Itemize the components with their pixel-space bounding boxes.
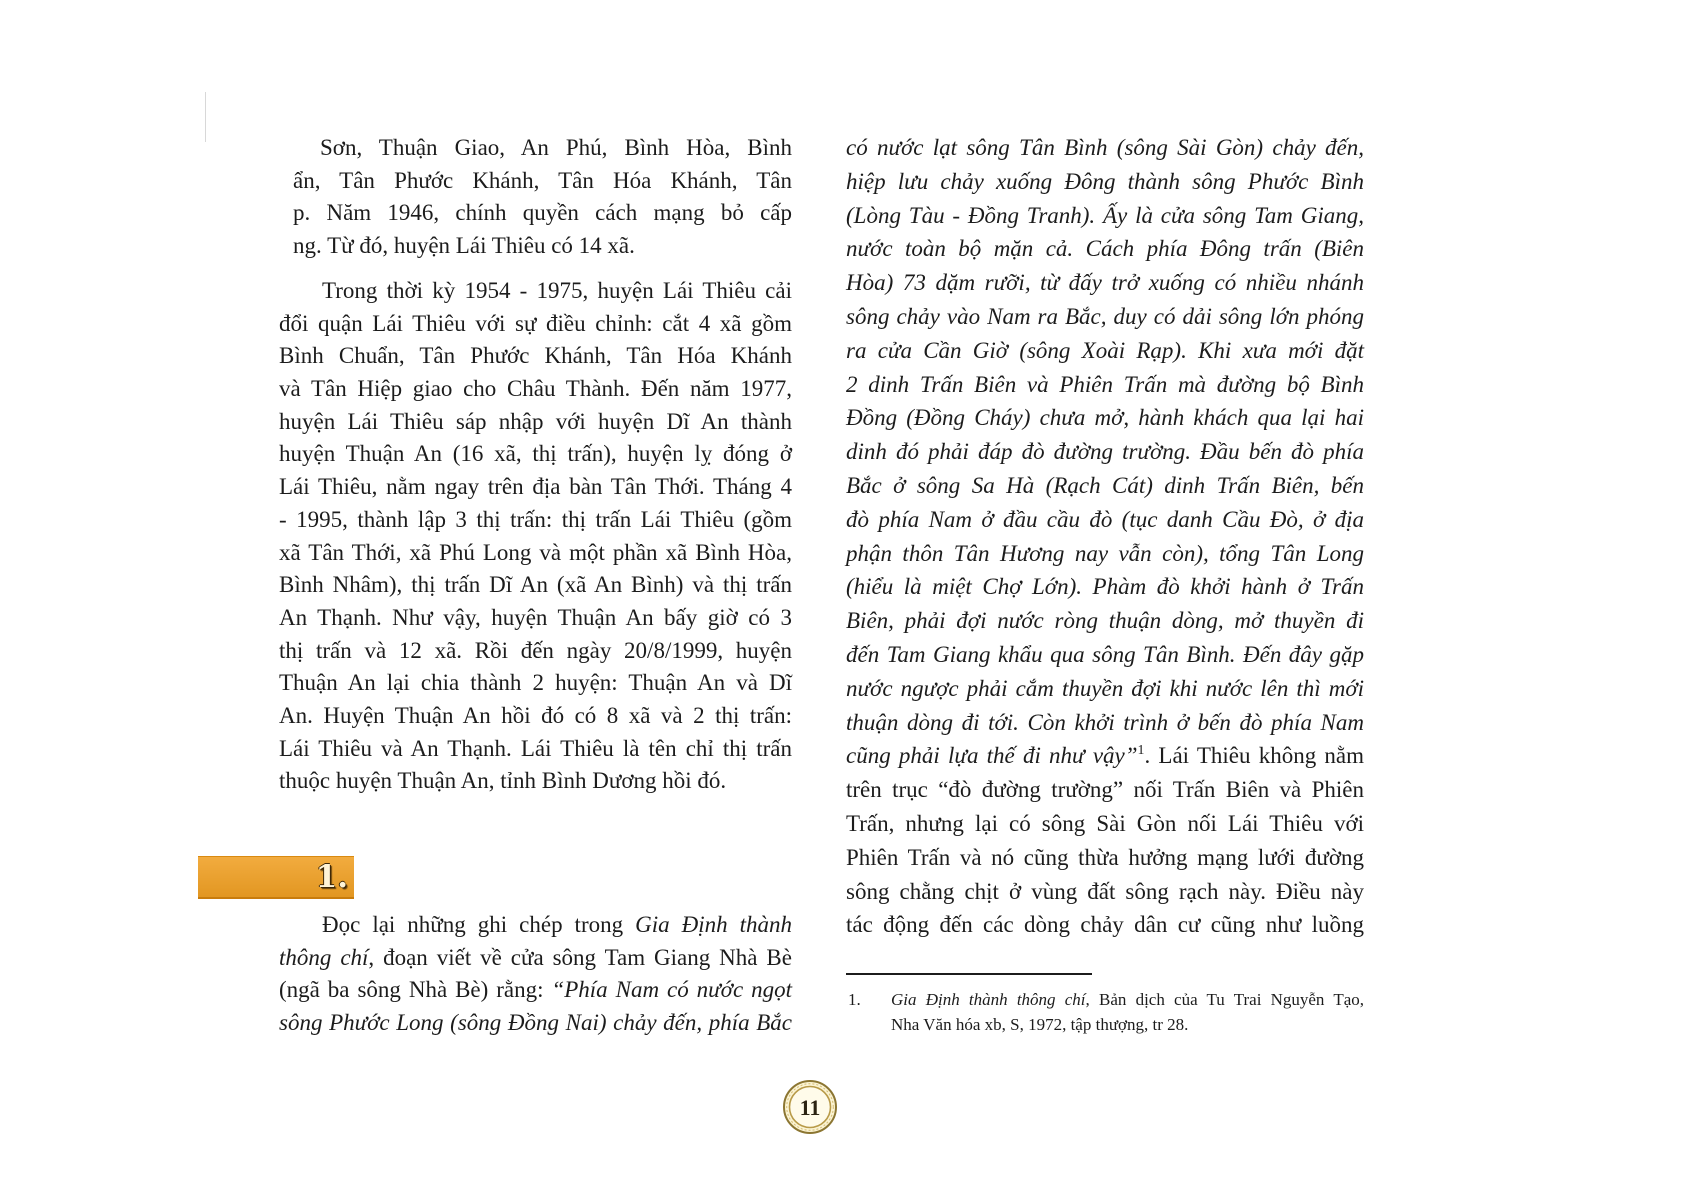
- text-run: ng. Từ đó, huyện Lái Thiêu có 14 xã.: [293, 233, 635, 259]
- text-line: [279, 504, 792, 537]
- text-run: Lái Thiêu và An Thạnh. Lái Thiêu là tên chỉ thị trấn: [279, 735, 792, 761]
- text-line: [279, 765, 792, 798]
- text-line: [279, 700, 792, 733]
- text-line: [279, 340, 792, 373]
- italic-text: nước ngược phải cắm thuyền đợi khi nước lên thì mới: [846, 675, 1364, 701]
- text-line: [846, 469, 1364, 503]
- text-line: [279, 1007, 792, 1040]
- text-run: Sơn, Thuận Giao, An Phú, Bình Hòa, Bình: [320, 135, 792, 160]
- text-line: [279, 308, 792, 341]
- italic-text: phận thôn Tân Hương nay vẫn còn), tổng Tân Long: [846, 540, 1364, 566]
- text-run: Bình Nhâm), thị trấn Dĩ An (xã An Bình) và thị trấn: [279, 572, 792, 598]
- text-line: [846, 773, 1364, 807]
- page-number: 11: [799, 1095, 821, 1120]
- text-line: [846, 908, 1364, 942]
- italic-text: “Phía Nam có nước ngọt: [551, 977, 792, 1003]
- text-line: [279, 165, 792, 198]
- text-line: [279, 230, 792, 263]
- italic-text: đến Tam Giang khẩu qua sông Tân Bình. Đến đây gặp: [846, 641, 1364, 667]
- left-paragraph-history: [279, 275, 792, 798]
- text-run: Phiên Trấn và nó cũng thừa hưởng mạng lưới đường: [846, 844, 1364, 870]
- italic-text: (Lòng Tàu - Đồng Tranh). Ấy là cửa sông Tam Giang,: [846, 202, 1364, 228]
- italic-text: Đồng (Đồng Cháy) chưa mở, hành khách qua lại hai: [846, 405, 1364, 431]
- italic-text: Gia Định thành thông chí: [891, 990, 1086, 1009]
- text-run: An Thạnh. Như vậy, huyện Thuận An bấy giờ có 3: [279, 604, 792, 630]
- text-run: và Tân Hiệp giao cho Châu Thành. Đến năm 1977,: [279, 376, 792, 402]
- text-run: (ngã ba sông Nhà Bè) rằng:: [279, 977, 552, 1003]
- italic-text: sông chảy vào Nam ra Bắc, duy có dải sông lớn phóng: [846, 303, 1364, 329]
- text-run: An. Huyện Thuận An hồi đó có 8 xã và 2 thị trấn:: [279, 702, 792, 728]
- text-run: xã Tân Thới, xã Phú Long và một phần xã Bình Hòa,: [279, 539, 792, 565]
- text-line: [846, 435, 1364, 469]
- italic-text: cũng phải lựa thế đi như vậy”: [846, 743, 1138, 769]
- italic-text: có nước lạt sông Tân Bình (sông Sài Gòn) chảy đến,: [846, 135, 1364, 160]
- text-line: [279, 974, 792, 1007]
- text-line: [846, 165, 1364, 199]
- text-run: Trong thời kỳ 1954 - 1975, huyện Lái Thiêu cải: [322, 278, 792, 303]
- italic-text: Hòa) 73 dặm rưỡi, từ đấy trở xuống có nhiều nhánh: [846, 270, 1364, 296]
- text-line: [846, 401, 1364, 435]
- italic-text: ra cửa Cần Giờ (sông Xoài Rạp). Khi xưa mới đặt: [846, 337, 1364, 363]
- text-run: huyện Lái Thiêu sáp nhập với huyện Dĩ An thành: [279, 408, 792, 434]
- text-run: Thuận An lại chia thành 2 huyện: Thuận An và Dĩ: [279, 670, 792, 696]
- footnote-divider: [846, 973, 1092, 975]
- text-run: Nha Văn hóa xb, S, 1972, tập thượng, tr 28.: [891, 1015, 1189, 1034]
- text-line: [846, 300, 1364, 334]
- text-run: , Bản dịch của Tu Trai Nguyễn Tạo,: [1085, 990, 1365, 1009]
- text-run: Lái Thiêu, nằm ngay trên địa bàn Tân Thới. Tháng 4: [279, 474, 792, 500]
- text-run: p. Năm 1946, chính quyền cách mạng bỏ cấp: [293, 200, 792, 226]
- italic-text: thông chí: [279, 944, 369, 970]
- text-run: , đoạn viết về cửa sông Tam Giang Nhà Bè: [368, 944, 792, 970]
- text-line: [846, 570, 1364, 604]
- text-run: Bình Chuẩn, Tân Phước Khánh, Tân Hóa Khánh: [279, 343, 792, 369]
- text-line: [279, 635, 792, 668]
- text-line: [846, 638, 1364, 672]
- text-line: [891, 987, 1364, 1012]
- footnote: [846, 987, 1364, 1037]
- text-line: [846, 334, 1364, 368]
- text-line: [279, 275, 792, 308]
- text-line: [846, 131, 1364, 165]
- text-line: [846, 503, 1364, 537]
- text-line: [846, 739, 1364, 773]
- italic-text: dinh đó phải đáp đò đường trường. Đầu bến đò phía: [846, 439, 1364, 465]
- text-line: [846, 266, 1364, 300]
- italic-text: thuận dòng đi tới. Còn khởi trình ở bến đò phía Nam: [846, 709, 1364, 735]
- text-line: [279, 942, 792, 975]
- section-number: 1.: [315, 859, 348, 895]
- text-line: [846, 706, 1364, 740]
- text-line: [279, 438, 792, 471]
- text-line: [846, 537, 1364, 571]
- italic-text: (hiểu là miệt Chợ Lớn). Phàm đò khởi hành ở Trấn: [846, 574, 1364, 600]
- text-run: Đọc lại những ghi chép trong: [322, 912, 636, 937]
- right-paragraph-quote: [846, 131, 1364, 942]
- italic-text: đò phía Nam ở đầu cầu đò (tục danh Cầu Đò, ở địa: [846, 506, 1364, 532]
- text-line: [279, 667, 792, 700]
- text-line: [279, 471, 792, 504]
- text-line: [279, 733, 792, 766]
- footnote-reference: 1: [1137, 742, 1145, 758]
- left-paragraph-continued: [279, 132, 792, 263]
- text-run: - 1995, thành lập 3 thị trấn: thị trấn Lái Thiêu (gồm: [279, 506, 792, 532]
- text-run: thuộc huyện Thuận An, tỉnh Bình Dương hồi đó.: [279, 768, 727, 794]
- section-number-marker: [198, 856, 354, 899]
- text-line: [846, 604, 1364, 638]
- footnote-number: 1.: [848, 990, 861, 1009]
- text-run: . Lái Thiêu không nằm: [1144, 743, 1364, 769]
- page-number-medallion: [782, 1079, 838, 1135]
- text-run: tác động đến các dòng chảy dân cư cũng như luồng: [846, 912, 1364, 938]
- italic-text: Bắc ở sông Sa Hà (Rạch Cát) dinh Trấn Biên, bến: [846, 472, 1364, 498]
- text-line: [279, 132, 792, 165]
- text-run: Trấn, nhưng lại có sông Sài Gòn nối Lái Thiêu với: [846, 810, 1364, 836]
- text-line: [846, 672, 1364, 706]
- text-line: [846, 841, 1364, 875]
- text-run: trên trục “đò đường trường” nối Trấn Biên và Phiên: [846, 777, 1364, 803]
- text-line: [891, 1012, 1364, 1037]
- italic-text: sông Phước Long (sông Đồng Nai) chảy đến, phía Bắc: [279, 1010, 792, 1036]
- text-run: ẩn, Tân Phước Khánh, Tân Hóa Khánh, Tân: [293, 167, 792, 193]
- text-run: sông chằng chịt ở vùng đất sông rạch này. Điều này: [846, 878, 1364, 904]
- text-line: [846, 875, 1364, 909]
- text-run: đổi quận Lái Thiêu với sự điều chỉnh: cắt 4 xã gồm: [279, 310, 792, 336]
- text-line: [846, 807, 1364, 841]
- scan-edge-mark: [205, 92, 206, 142]
- italic-text: nước toàn bộ mặn cả. Cách phía Đông trấn (Biên: [846, 236, 1364, 262]
- text-line: [279, 406, 792, 439]
- text-line: [846, 232, 1364, 266]
- italic-text: Biên, phải đợi nước ròng thuận dòng, mở thuyền đi: [846, 608, 1364, 634]
- text-line: [846, 368, 1364, 402]
- italic-text: 2 dinh Trấn Biên và Phiên Trấn mà đường bộ Bình: [846, 371, 1364, 397]
- text-line: [846, 199, 1364, 233]
- left-paragraph-quote-start: [279, 909, 792, 1040]
- text-line: [279, 373, 792, 406]
- text-run: thị trấn và 12 xã. Rồi đến ngày 20/8/1999, huyện: [279, 637, 792, 663]
- italic-text: hiệp lưu chảy xuống Đông thành sông Phước Bình: [846, 168, 1364, 194]
- text-line: [279, 602, 792, 635]
- text-line: [279, 569, 792, 602]
- text-line: [279, 537, 792, 570]
- text-run: huyện Thuận An (16 xã, thị trấn), huyện lỵ đóng ở: [279, 441, 792, 467]
- text-line: [279, 909, 792, 942]
- italic-text: Gia Định thành: [635, 912, 792, 937]
- text-line: [279, 197, 792, 230]
- footnote-text: [891, 987, 1364, 1037]
